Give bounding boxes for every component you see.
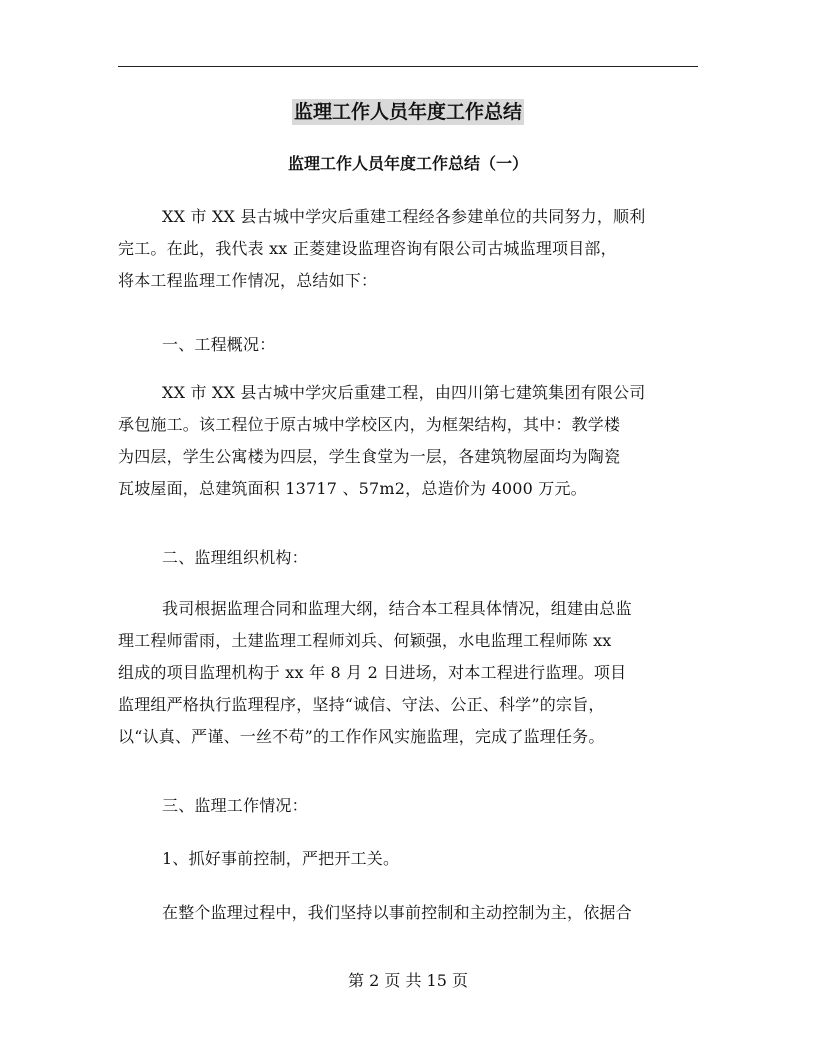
- document-subtitle: 监理工作人员年度工作总结（一）: [287, 154, 528, 173]
- paragraph-overview: [118, 377, 708, 505]
- text-line: 组成的项目监理机构于 xx 年 8 月 2 日进场，对本工程进行监理。项目: [118, 663, 627, 682]
- paragraph-intro: [118, 201, 708, 297]
- text-line: 为四层，学生公寓楼为四层，学生食堂为一层，各建筑物屋面均为陶瓷: [118, 447, 621, 466]
- subsection-heading: [118, 843, 708, 875]
- paragraph-control: [118, 897, 708, 929]
- document-title: 监理工作人员年度工作总结: [293, 101, 522, 123]
- section-heading-organization: [118, 542, 708, 574]
- text-line: 承包施工。该工程位于原古城中学校区内，为框架结构，其中：教学楼: [118, 415, 621, 434]
- text-line: 监理组严格执行监理程序，坚持“诚信、守法、公正、科学”的宗旨，: [118, 695, 605, 714]
- page-number: 第 2 页 共 15 页: [348, 971, 468, 990]
- text-line: 在整个监理过程中，我们坚持以事前控制和主动控制为主，依据合: [162, 903, 632, 922]
- section-heading: 二、监理组织机构：: [162, 548, 308, 567]
- text-line: 完工。在此，我代表 xx 正菱建设监理咨询有限公司古城监理项目部，: [118, 239, 617, 258]
- section-heading-work: [118, 790, 708, 822]
- section-heading-overview: [118, 329, 708, 361]
- text-line: 将本工程监理工作情况，总结如下：: [118, 271, 378, 290]
- text-line: 瓦坡屋面，总建筑面积 13717 、57m2，总造价为 4000 万元。: [118, 479, 587, 498]
- section-heading: 一、工程概况：: [162, 335, 276, 354]
- header-rule: [118, 66, 698, 67]
- document-title-wrap: [0, 97, 816, 124]
- text-line: XX 市 XX 县古城中学灾后重建工程经各参建单位的共同努力，顺利: [162, 207, 646, 226]
- paragraph-organization: [118, 593, 708, 753]
- section-heading: 三、监理工作情况：: [162, 796, 308, 815]
- text-line: XX 市 XX 县古城中学灾后重建工程，由四川第七建筑集团有限公司: [162, 383, 646, 402]
- text-line: 我司根据监理合同和监理大纲，结合本工程具体情况，组建由总监: [162, 599, 632, 618]
- text-line: 以“认真、严谨、一丝不苟”的工作作风实施监理，完成了监理任务。: [118, 727, 605, 746]
- text-line: 理工程师雷雨，土建监理工程师刘兵、何颖强，水电监理工程师陈 xx: [118, 631, 612, 650]
- subsection-heading-text: 1、抓好事前控制，严把开工关。: [162, 849, 400, 868]
